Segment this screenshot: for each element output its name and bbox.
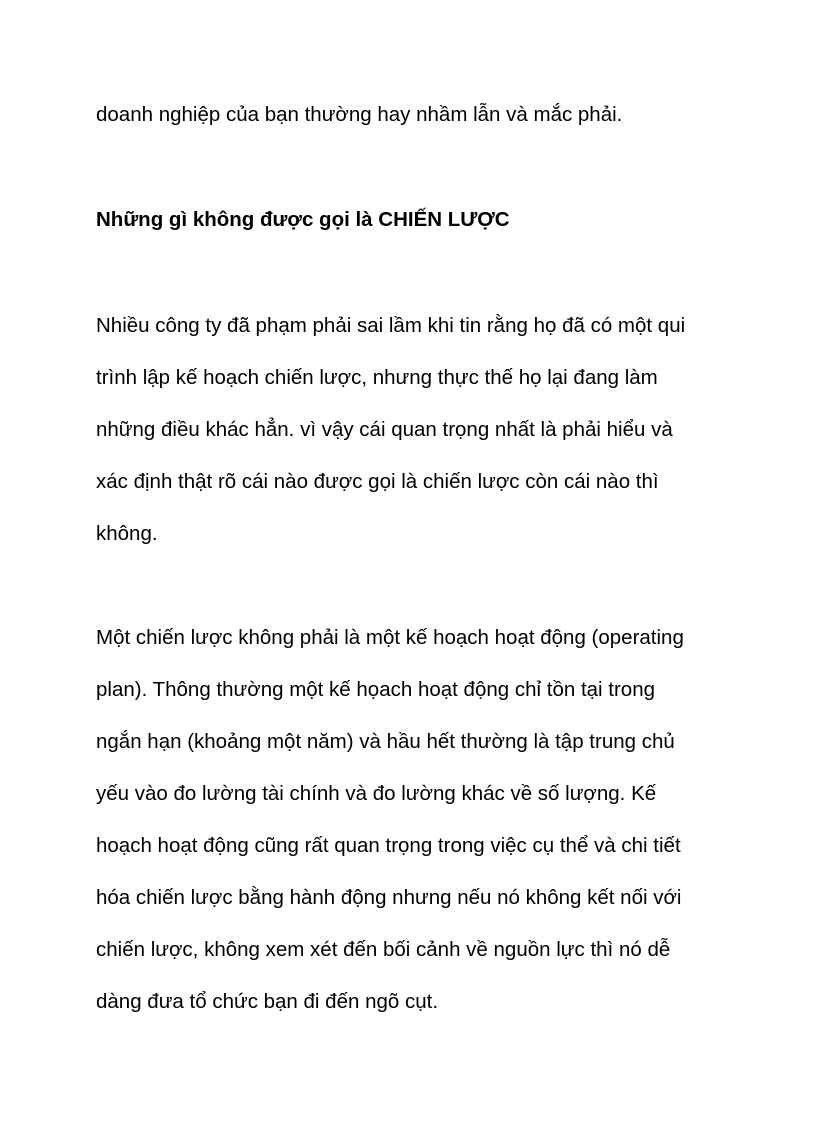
section-heading: Những gì không được gọi là CHIẾN LƯỢC <box>96 208 510 231</box>
paragraph-line: Nhiều công ty đã phạm phải sai lầm khi tin rằng họ đã có một qui <box>96 314 686 337</box>
paragraph-line: những điều khác hẳn. vì vậy cái quan trọng nhất là phải hiểu và <box>96 418 673 441</box>
paragraph-line: trình lập kế hoạch chiến lược, nhưng thực thế họ lại đang làm <box>96 366 658 389</box>
paragraph-line: Một chiến lược không phải là một kế hoạch hoạt động (operating <box>96 626 684 649</box>
paragraph-line: dàng đưa tổ chức bạn đi đến ngõ cụt. <box>96 990 439 1013</box>
paragraph-line: hóa chiến lược bằng hành động nhưng nếu nó không kết nối với <box>96 886 682 909</box>
paragraph-line: xác định thật rõ cái nào được gọi là chiến lược còn cái nào thì <box>96 470 659 493</box>
paragraph-line: ngắn hạn (khoảng một năm) và hầu hết thường là tập trung chủ <box>96 730 675 753</box>
intro-line: doanh nghiệp của bạn thường hay nhầm lẫn và mắc phải. <box>96 103 623 126</box>
paragraph-line: hoạch hoạt động cũng rất quan trọng trong việc cụ thể và chi tiết <box>96 834 681 857</box>
paragraph-line: chiến lược, không xem xét đến bối cảnh về nguồn lực thì nó dễ <box>96 938 671 961</box>
paragraph-line: yếu vào đo lường tài chính và đo lường khác về số lượng. Kế <box>96 782 657 805</box>
paragraph-line: không. <box>96 522 158 545</box>
paragraph-line: plan). Thông thường một kế họach hoạt động chỉ tồn tại trong <box>96 678 656 701</box>
